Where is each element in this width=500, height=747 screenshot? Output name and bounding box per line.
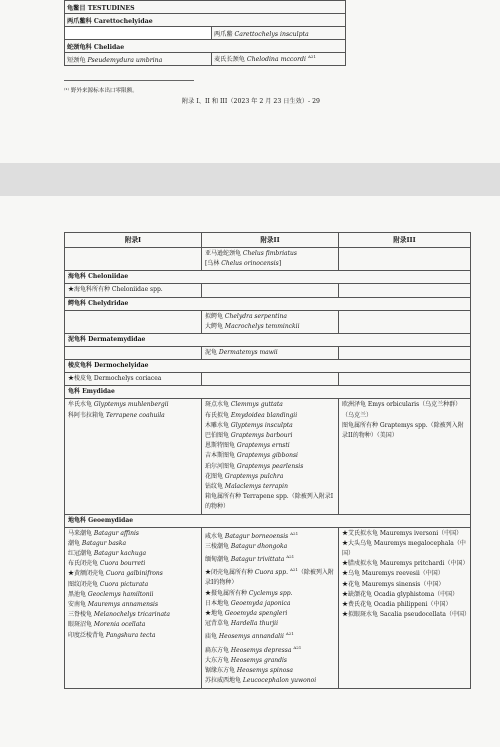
- order-heading: 龟鳖目 TESTUDINES: [65, 1, 346, 14]
- species-entry: 黑池龟 Geoclemys hamiltonii: [68, 590, 154, 598]
- species-entry: ★费氏花龟 Ocadia philippeni（中国）: [342, 601, 452, 609]
- table-row: [65, 373, 471, 386]
- footnote: ⁽¹⁾ 野外来源标本出口零限额。: [64, 88, 138, 94]
- species-entry: 印度泛棱背龟 Pangshura tecta: [68, 631, 156, 639]
- species-entry: 布氏拟龟 Emydoidea blandingii: [205, 411, 298, 419]
- species-entry: 麦氏长颈龟 Chelodina mccordi $^{A21}$: [212, 53, 346, 66]
- species-entry: 锯缘东方龟 Heosemys spinosa: [205, 667, 293, 675]
- species-entry: 珀尔河图龟 Graptemys pearlensis: [205, 462, 304, 470]
- document-page-top: [0, 0, 500, 163]
- species-entry: 图纹闭壳龟 Cuora picturata: [68, 580, 149, 588]
- appendix-table-top: [64, 0, 346, 66]
- species-entry: ★大头乌龟 Mauremys megalocephala（中国）: [342, 539, 466, 558]
- table-row: [65, 310, 471, 333]
- table-row: [65, 248, 471, 271]
- species-entry: 牟氏水龟 Glyptemys muhlenbergii: [68, 401, 169, 409]
- species-entry: 科阿韦拉箱龟 Terrapene coahuila: [68, 411, 165, 419]
- appendix-table: [64, 232, 471, 689]
- species-entry: 斑点水龟 Clemmys guttata: [205, 401, 283, 409]
- species-entry: 图龟属所有种 Graptemys spp.（除被列入附录II的物种）（美国）: [342, 421, 464, 440]
- species-entry: 咸水龟 Batagur borneoensis $^{A21}$: [205, 530, 299, 540]
- col-header-appendix-i: 附录I: [65, 233, 202, 248]
- species-entry: 短颈龟 Pseudemydura umbrina: [65, 53, 212, 66]
- family-heading: 海龟科 Cheloniidae: [65, 271, 471, 284]
- species-entry: 两爪鳖 Carettochelys insculpta: [212, 27, 346, 40]
- species-entry: 潮龟 Batagur baska: [68, 539, 127, 547]
- species-entry: 冠背草龟 Hardella thurjii: [205, 620, 279, 628]
- table-header-row: [65, 233, 471, 248]
- species-entry: 亚马逊蛇颈龟 Chelus fimbriatus: [205, 250, 297, 257]
- species-entry: 木雕水龟 Glyptemys insculpta: [205, 421, 293, 429]
- species-entry: 庙龟 Heosemys annandalii $^{A21}$: [205, 631, 294, 641]
- species-entry: 三棱潮龟 Batagur dhongoka: [205, 542, 288, 550]
- family-heading: 鳄龟科 Chelydridae: [65, 297, 471, 310]
- page-footer: 附录 I、II 和 III（2023 年 2 月 23 日生效）- 29: [182, 98, 320, 105]
- species-entry: ★缺颌花龟 Ocadia glyphistoma（中国）: [342, 590, 459, 598]
- footnote-divider: [64, 80, 194, 81]
- family-heading: 两爪鳖科 Carettochelyidae: [65, 14, 346, 27]
- species-entry: 布氏闭壳龟 Cuora bourreti: [68, 560, 146, 568]
- species-entry: ★黄额闭壳龟 Cuora galbinifrons: [68, 570, 163, 578]
- species-entry: 扁东方龟 Heosemys depressa $^{A21}$: [205, 644, 302, 654]
- col-header-appendix-ii: 附录II: [202, 233, 339, 248]
- species-entry: ★海龟科所有种 Cheloniidae spp.: [65, 284, 202, 297]
- species-entry: ★花龟 Mauremys sinensis（中国）: [342, 580, 445, 588]
- table-row: [65, 347, 471, 360]
- document-page-bottom: [0, 196, 500, 747]
- family-heading: 泥龟科 Dermatemydidae: [65, 334, 471, 347]
- species-entry: 三脊棱龟 Melanochelys tricarinata: [68, 611, 171, 619]
- family-heading: 棱皮龟科 Dermochelyidae: [65, 360, 471, 373]
- species-entry: 巴伯图龟 Graptemys barbouri: [205, 432, 293, 440]
- species-entry: 恩斯特图龟 Graptemys ernsti: [205, 442, 290, 450]
- species-entry: 吉本斯图龟 Graptemys gibbonsi: [205, 452, 298, 460]
- species-entry: ★艾氏拟水龟 Mauremys iversoni（中国）: [342, 529, 463, 537]
- species-entry: 大鳄龟 Macrochelys temminckii: [205, 322, 300, 330]
- family-heading: 地龟科 Geoemydidae: [65, 514, 471, 527]
- species-entry: 日本地龟 Geoemyda japonica: [205, 599, 291, 607]
- col-header-appendix-iii: 附录III: [339, 233, 471, 248]
- family-heading: 蛇颈龟科 Chelidae: [65, 40, 346, 53]
- species-entry: ★拟眼斑水龟 Sacalia pseudocellata（中国）: [342, 611, 470, 619]
- species-entry: ★地龟 Geoemyda spengleri: [205, 610, 288, 618]
- species-entry: ★乌龟 Mauremys reevesii（中国）: [342, 570, 444, 578]
- species-entry: 箱龟属所有种 Terrapene spp.（除被列入附录I的物种）: [205, 493, 334, 511]
- species-entry: 花图龟 Graptemys pulchra: [205, 472, 284, 480]
- species-entry: 欧洲泽龟 Emys orbicularis（乌克兰种群）（乌克兰）: [342, 401, 462, 419]
- family-heading: 龟科 Emydidae: [65, 386, 471, 399]
- species-entry: ★闭壳龟属所有种 Cuora spp. $^{A21}$（除被列入附录I的物种）: [205, 567, 334, 587]
- species-entry: 眼斑沼龟 Morenia ocellata: [68, 621, 146, 629]
- table-row: [65, 284, 471, 297]
- species-entry: 泥龟 Dermatemys mawii: [205, 349, 278, 357]
- species-entry: 马来潮龟 Batagur affinis: [68, 529, 139, 537]
- species-entry: 大东方龟 Heosemys grandis: [205, 656, 288, 664]
- species-entry: ★摄龟属所有种 Cyclemys spp.: [205, 589, 293, 597]
- species-entry: 苏拉威西地龟 Leucocephalon yuwonoi: [205, 677, 317, 685]
- species-entry: 钻纹龟 Malaclemys terrapin: [205, 483, 288, 491]
- species-entry: ★棱皮龟 Dermochelys coriacea: [65, 373, 202, 386]
- table-row: [65, 527, 471, 688]
- species-entry: 安南龟 Mauremys annamensis: [68, 601, 159, 609]
- table-row: [65, 399, 471, 514]
- species-entry: 拟鳄龟 Chelydra serpentina: [205, 312, 287, 320]
- species-entry: 红冠潮龟 Batagur kachuga: [68, 550, 147, 558]
- species-entry: [乌林 Chelus orinocensis]: [205, 260, 282, 268]
- species-entry: ★腊戍拟水龟 Mauremys pritchardi（中国）: [342, 560, 469, 568]
- species-entry: 缅甸潮龟 Batagur trivittata $^{A21}$: [205, 554, 295, 564]
